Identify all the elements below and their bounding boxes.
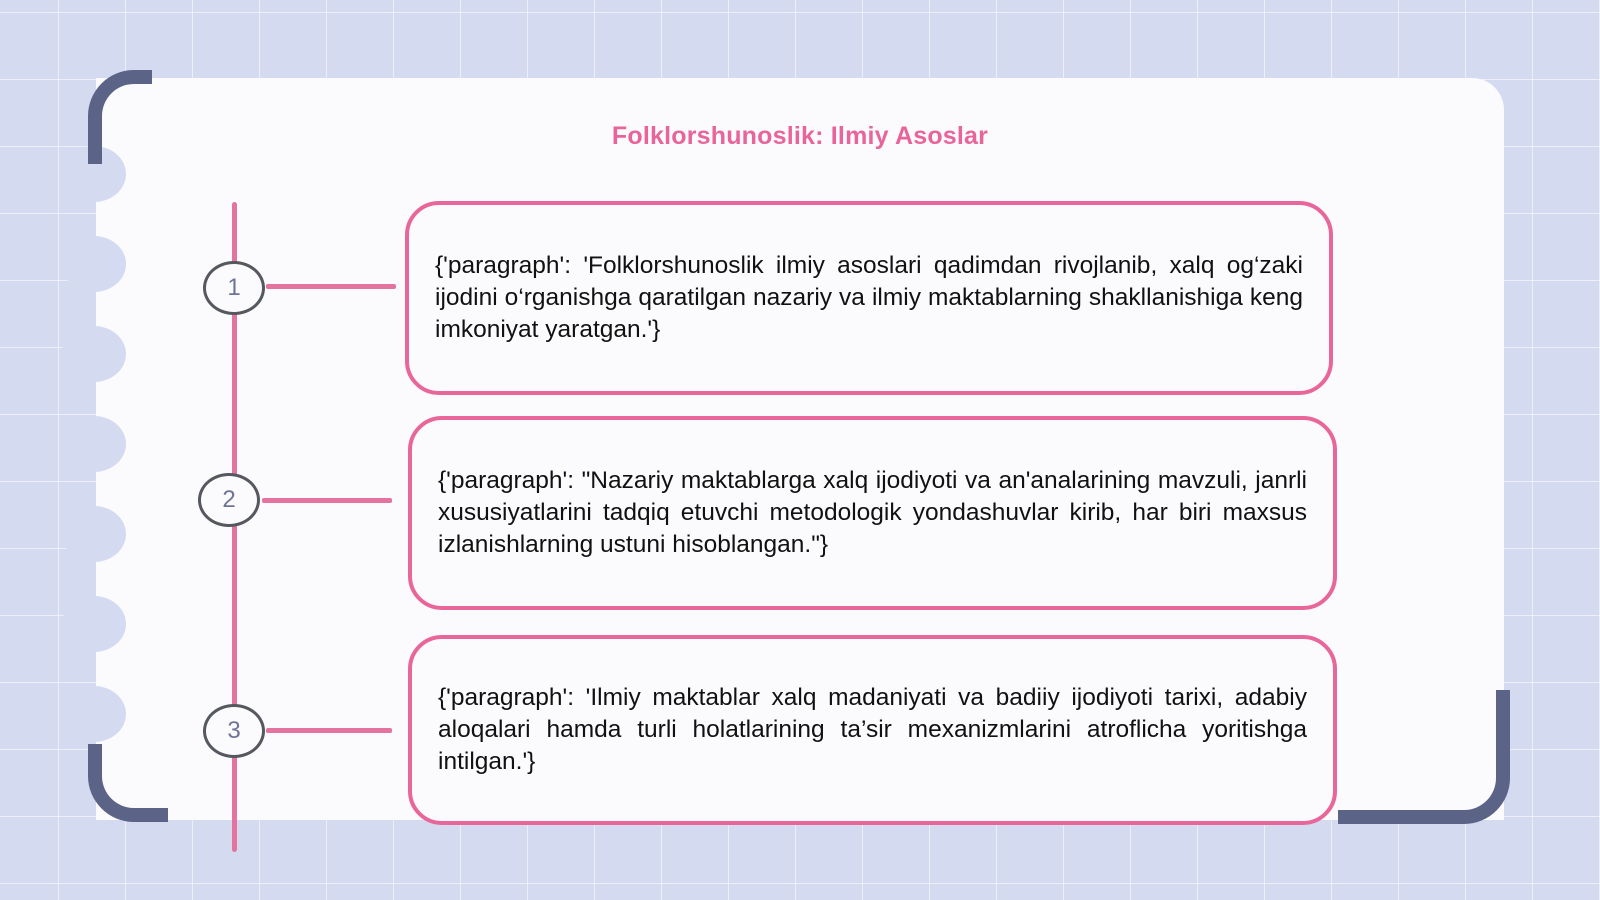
- timeline-card: [408, 416, 1337, 610]
- timeline-connector: [262, 498, 392, 503]
- timeline-connector: [266, 728, 392, 733]
- card-paragraph: {'paragraph': 'Ilmiy maktablar xalq madaniyati va badiiy ijodiyoti tarixi, adabiy aloqalari hamda turli holatlarining ta’sir mexanizmlarini atroflicha yoritishga intilgan.'}: [438, 684, 1307, 775]
- paper-scallop: [62, 596, 126, 652]
- timeline-connector: [266, 284, 396, 289]
- timeline-card: [408, 635, 1337, 825]
- paper-scallop: [62, 686, 126, 742]
- corner-bracket-bottom-right: [1338, 690, 1510, 824]
- card-paragraph: {'paragraph': "Nazariy maktablarga xalq ijodiyoti va an'analarining mavzuli, janrli xususiyatlarini tadqiq etuvchi metodologik yondashuvlar kirib, har biri maxsus izlanishlarning ustuni hisoblangan."}: [438, 467, 1307, 558]
- timeline-card: [405, 201, 1333, 395]
- paper-scallop: [62, 326, 126, 382]
- timeline-node: 2: [198, 473, 260, 527]
- timeline-node: 3: [203, 704, 265, 758]
- timeline-node: 1: [203, 261, 265, 315]
- paper-scallop: [62, 236, 126, 292]
- paper-scallop: [62, 416, 126, 472]
- slide-title: Folklorshunoslik: Ilmiy Asoslar: [611, 122, 989, 150]
- card-paragraph: {'paragraph': 'Folklorshunoslik ilmiy asoslari qadimdan rivojlanib, xalq og‘zaki ijodini o‘rganishga qaratilgan nazariy va ilmiy maktablarning shakllanishiga keng imkoniyat yaratgan.'}: [435, 252, 1303, 343]
- paper-scallop: [62, 506, 126, 562]
